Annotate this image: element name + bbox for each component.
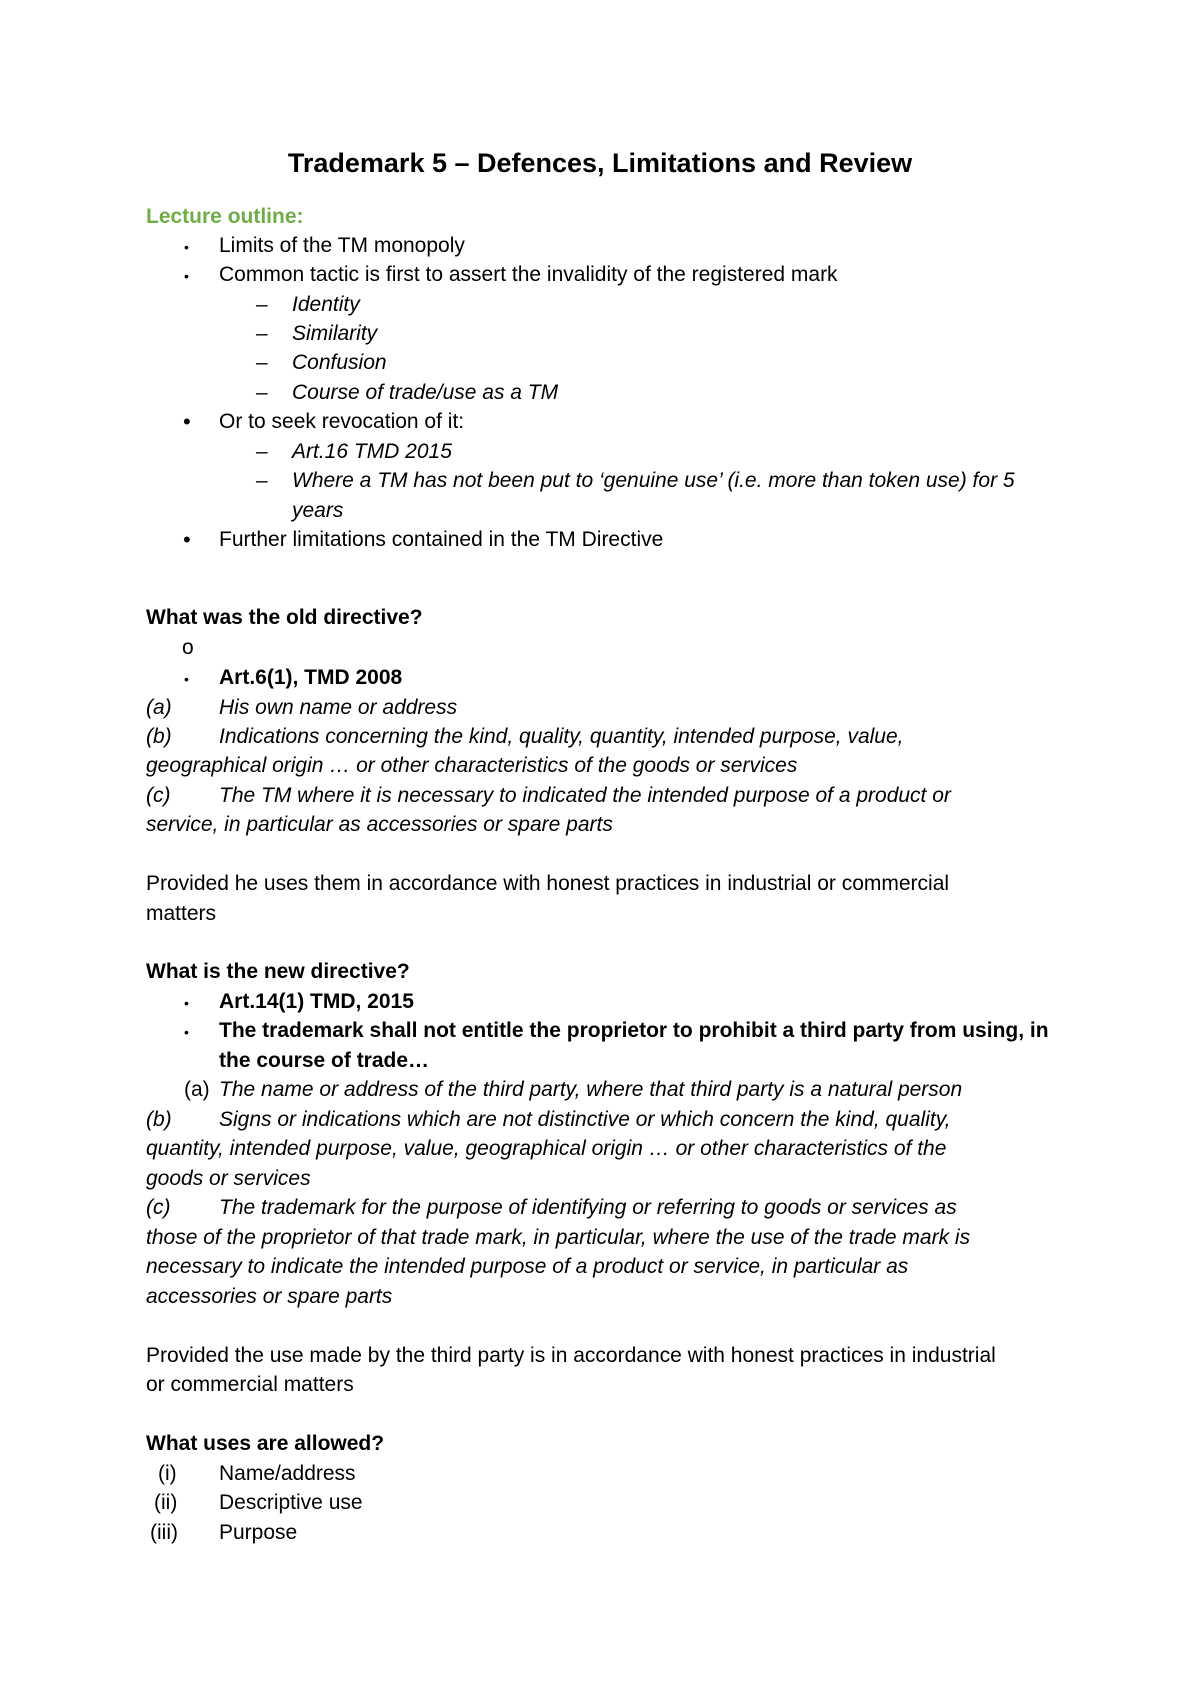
dash-icon: – (256, 293, 268, 316)
bullet-icon: • (184, 995, 189, 1011)
old-item-b-continued: geographical origin … or other characteristics of the goods or services (146, 754, 798, 777)
uses-item: Descriptive use (219, 1491, 363, 1514)
new-proviso: Provided the use made by the third party is in accordance with honest practices in industrial (146, 1344, 996, 1367)
new-item-c-continued: necessary to indicate the intended purpose of a product or service, in particular as (146, 1255, 909, 1278)
new-proviso-continued: or commercial matters (146, 1373, 354, 1396)
page-title: Trademark 5 – Defences, Limitations and Review (287, 148, 913, 178)
outline-subitem: Identity (292, 293, 360, 316)
new-item-c-continued: those of the proprietor of that trade mark, in particular, where the use of the trade mark is (146, 1226, 971, 1249)
outline-subitem-continued: years (292, 499, 344, 522)
outline-item: Further limitations contained in the TM Directive (219, 528, 664, 551)
empty-bullet-icon: o (182, 636, 194, 659)
item-label: (c) (146, 1196, 171, 1219)
old-proviso-continued: matters (146, 902, 217, 925)
new-directive-text-continued: the course of trade… (219, 1049, 430, 1072)
old-item-c: The TM where it is necessary to indicated the intended purpose of a product or (219, 784, 951, 807)
uses-heading: What uses are allowed? (146, 1432, 385, 1455)
item-label: (iii) (150, 1521, 178, 1544)
old-item-a: His own name or address (219, 696, 458, 719)
item-label: (c) (146, 784, 171, 807)
item-label: (b) (146, 1108, 172, 1131)
uses-item: Name/address (219, 1462, 356, 1485)
outline-item: Limits of the TM monopoly (219, 234, 465, 257)
new-item-a: The name or address of the third party, where that third party is a natural person (219, 1078, 963, 1101)
outline-heading: Lecture outline: (146, 205, 304, 228)
item-label: (i) (158, 1462, 177, 1485)
item-label: (ii) (154, 1491, 178, 1514)
dash-icon: – (256, 381, 268, 404)
item-label: (a) (146, 696, 172, 719)
new-directive-text: The trademark shall not entitle the proprietor to prohibit a third party from using, in (219, 1019, 1049, 1042)
old-proviso: Provided he uses them in accordance with honest practices in industrial or commercial (146, 872, 950, 895)
outline-subitem: Where a TM has not been put to ‘genuine use’ (i.e. more than token use) for 5 (292, 469, 1015, 492)
new-item-b-continued: quantity, intended purpose, value, geographical origin … or other characteristics of the (146, 1137, 947, 1160)
uses-item: Purpose (219, 1521, 298, 1544)
bullet-icon: • (184, 239, 189, 255)
bullet-icon: • (183, 527, 191, 552)
dash-icon: – (256, 351, 268, 374)
bullet-icon: • (183, 409, 191, 434)
outline-subitem: Art.16 TMD 2015 (292, 440, 452, 463)
old-directive-heading: What was the old directive? (146, 606, 423, 629)
outline-item: Or to seek revocation of it: (219, 410, 465, 433)
item-label: (a) (184, 1078, 210, 1101)
outline-subitem: Course of trade/use as a TM (292, 381, 559, 404)
new-item-c-continued: accessories or spare parts (146, 1285, 393, 1308)
old-item-c-continued: service, in particular as accessories or spare parts (146, 813, 613, 836)
new-item-c: The trademark for the purpose of identifying or referring to goods or services as (219, 1196, 957, 1219)
dash-icon: – (256, 440, 268, 463)
new-item-b: Signs or indications which are not distinctive or which concern the kind, quality, (219, 1108, 951, 1131)
dash-icon: – (256, 322, 268, 345)
bullet-icon: • (184, 1024, 189, 1040)
outline-subitem: Similarity (292, 322, 378, 345)
item-label: (b) (146, 725, 172, 748)
new-directive-heading: What is the new directive? (146, 960, 410, 983)
old-directive-article: Art.6(1), TMD 2008 (219, 666, 403, 689)
bullet-icon: • (184, 268, 189, 284)
outline-item: Common tactic is first to assert the invalidity of the registered mark (219, 263, 838, 286)
bullet-icon: • (184, 671, 189, 687)
new-item-b-continued: goods or services (146, 1167, 311, 1190)
old-item-b: Indications concerning the kind, quality, quantity, intended purpose, value, (219, 725, 904, 748)
new-directive-article: Art.14(1) TMD, 2015 (219, 990, 414, 1013)
dash-icon: – (256, 469, 268, 492)
outline-subitem: Confusion (292, 351, 387, 374)
